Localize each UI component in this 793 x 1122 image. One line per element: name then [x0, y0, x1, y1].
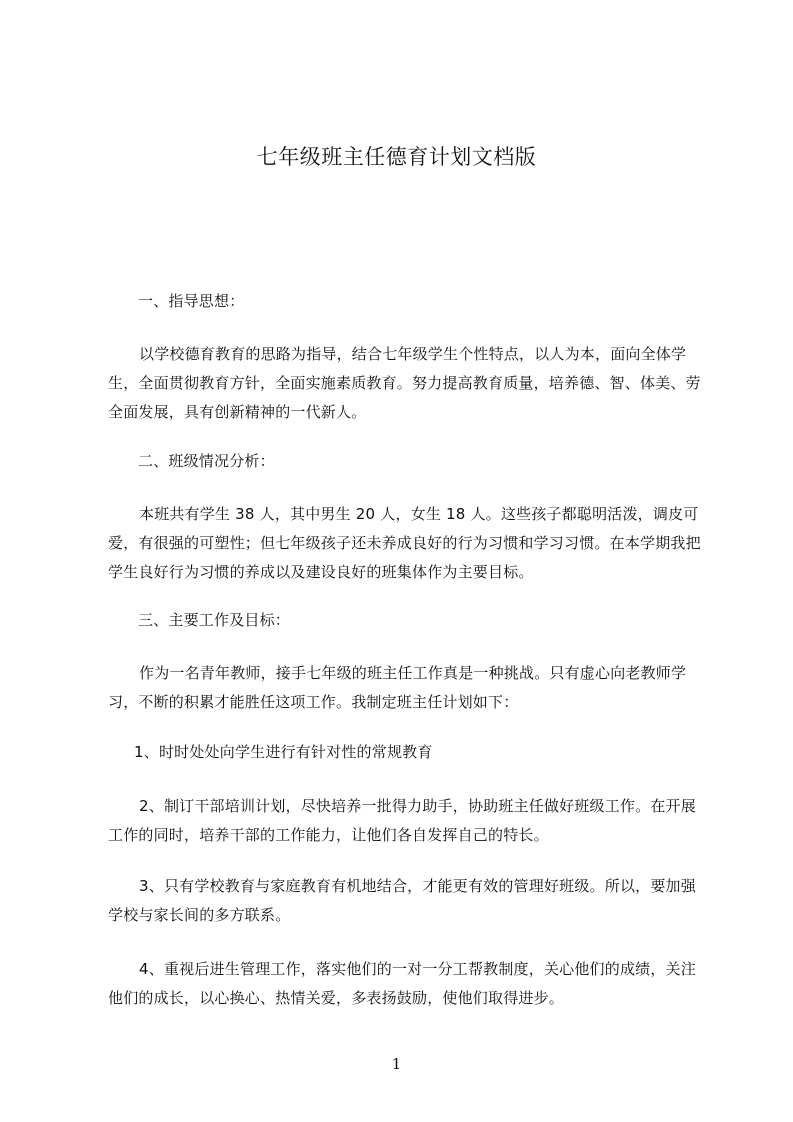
- page-number: 1: [391, 1055, 402, 1073]
- plan-item-2: 2、制订干部培训计划，尽快培养一批得力助手，协助班主任做好班级工作。在开展工作的同时，培养干部的工作能力，让他们各自发挥自己的特长。: [108, 797, 696, 844]
- document-title: 七年级班主任德育计划文档版: [256, 145, 537, 169]
- section-paragraph-2: 本班共有学生 38 人，其中男生 20 人，女生 18 人。这些孩子都聪明活泼，调皮可爱，有很强的可塑性；但七年级孩子还未养成良好的行为习惯和学习习惯。在本学期我把学生良好行为习惯的养成以及建设良好的班集体作为主要目标。: [108, 505, 701, 581]
- section-paragraph-1: 以学校德育教育的思路为指导，结合七年级学生个性特点，以人为本，面向全体学生，全面贯彻教育方针，全面实施素质教育。努力提高教育质量，培养德、智、体美、劳全面发展，具有创新精神的一代新人。: [108, 345, 701, 421]
- section-heading-1: 一、指导思想：: [138, 292, 245, 310]
- section-heading-2: 二、班级情况分析：: [138, 452, 275, 470]
- plan-item-1: 1、时时处处向学生进行有针对性的常规教育: [134, 743, 433, 761]
- section-paragraph-3: 作为一名青年教师，接手七年级的班主任工作真是一种挑战。只有虚心向老教师学习，不断的积累才能胜任这项工作。我制定班主任计划如下：: [108, 664, 687, 711]
- plan-item-3: 3、只有学校教育与家庭教育有机地结合，才能更有效的管理好班级。所以，要加强学校与家长间的多方联系。: [108, 877, 696, 924]
- section-heading-3: 三、主要工作及目标：: [138, 611, 291, 629]
- plan-item-4: 4、重视后进生管理工作，落实他们的一对一分工帮教制度，关心他们的成绩，关注他们的成长，以心换心、热情关爱，多表扬鼓励，使他们取得进步。: [108, 960, 696, 1007]
